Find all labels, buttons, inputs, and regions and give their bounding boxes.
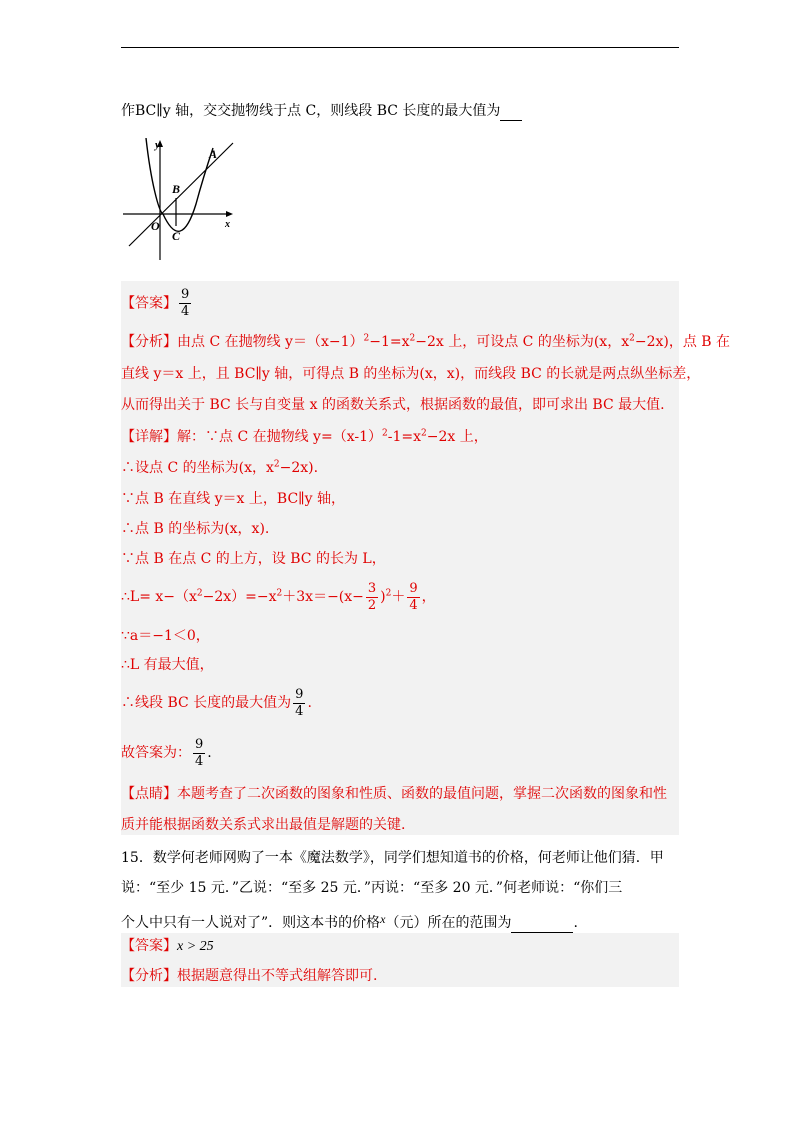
comment14-line1: 【点睛】本题考查了二次函数的图象和性质、函数的最值问题，掌握二次函数的图象和性 (121, 786, 667, 802)
detail14-line2: ∴设点 C 的坐标为(x，$x^2-2x$). (121, 459, 319, 476)
label-y: y (155, 139, 160, 151)
detail14-line6: ∴L= $x-(x^2-2x)=-x^2+3x=-(x-$ $\frac{3}{2}$ )$^2$＋ $\frac{9}{4}$ ， (121, 580, 436, 613)
detail14-line7: ∵a＝−1＜0， (121, 628, 210, 644)
q15-line3: 个人中只有一人说对了”．则这本书的价格x（元）所在的范围为 . (121, 912, 578, 931)
analysis15: 【分析】根据题意得出不等式组解答即可. (121, 968, 378, 984)
analysis14-line3: 从而得出关于 BC 长与自变量 x 的函数关系式，根据函数的最值，即可求出 BC 最大值. (121, 397, 665, 413)
detail14-line8: ∴L 有最大值， (121, 657, 214, 673)
answer-blank (500, 102, 522, 121)
answer14-fraction: $\frac{9}{4}$ (181, 287, 190, 319)
answer14: 【答案】 $\frac{9}{4}$ (121, 287, 190, 319)
answer15: 【答案】x > 25 (121, 938, 214, 954)
answer-blank-15 (511, 914, 573, 933)
x-axis-arrow (226, 211, 233, 217)
frac-nine-quarters: $\frac{9}{4}$ (409, 580, 418, 613)
analysis14-line1: 【分析】由点 C 在抛物线 $y=(x-1)^2-1=x^2-2x$ 上，可设点 C 的坐标为(x，$x^2-2x$)，点 B 在 (121, 333, 731, 350)
header-rule (121, 47, 679, 48)
frac-conclusion: $\frac{9}{4}$ (195, 736, 204, 769)
label-a: A (209, 147, 218, 161)
detail14-line3: ∵点 B 在直线 y＝x 上，BC∥y 轴， (121, 491, 345, 507)
q15-line1: 15．数学何老师网购了一本《魔法数学》，同学们想知道书的价格，何老师让他们猜．甲 (121, 850, 664, 866)
label-x: x (225, 219, 230, 230)
label-c: C (172, 229, 181, 243)
q15-line2: 说：“至少 15 元．”乙说：“至多 25 元．”丙说：“至多 20 元．”何老师说：“你们三 (121, 880, 623, 896)
frac-three-halves: $\frac{3}{2}$ (367, 580, 377, 613)
detail14-line5: ∵点 B 在点 C 的上方，设 BC 的长为 L， (121, 551, 386, 567)
comment14-line2: 质并能根据函数关系式求出最值是解题的关键. (121, 817, 406, 833)
q14-stem: 作BC∥y 轴，交交抛物线于点 C，则线段 BC 长度的最大值为 (121, 102, 522, 121)
conclusion14: 故答案为： $\frac{9}{4}$ . (121, 736, 212, 769)
parabola-graph (121, 138, 241, 262)
frac-max-value: $\frac{9}{4}$ (295, 686, 304, 719)
detail14-line1: 【详解】解：∵点 C 在抛物线 $y=(x-1)^2-1=x^2-2x$ 上， (121, 428, 488, 445)
label-b: B (172, 182, 181, 196)
detail14-line4: ∴点 B 的坐标为(x，x). (121, 521, 270, 537)
label-o: O (151, 219, 160, 233)
detail14-line9: ∴线段 BC 长度的最大值为 $\frac{9}{4}$ . (121, 686, 312, 719)
analysis14-line2: 直线 y＝x 上，且 BC∥y 轴，可得点 B 的坐标为(x，x)，而线段 BC 的长就是两点纵坐标差， (121, 366, 701, 382)
